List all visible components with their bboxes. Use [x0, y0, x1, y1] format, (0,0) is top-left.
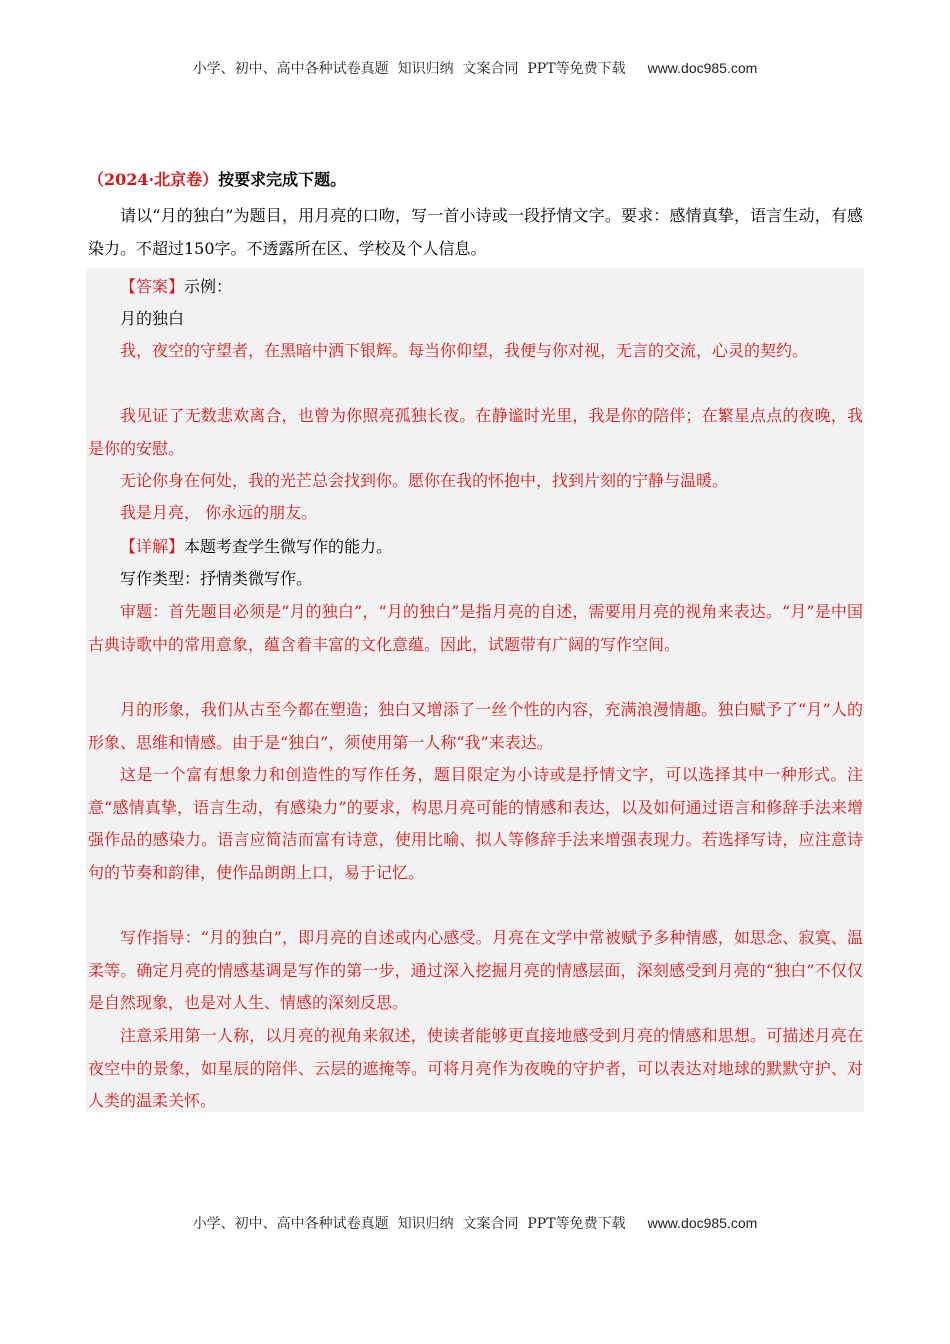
question-instruction: 按要求完成下题。	[218, 170, 347, 189]
footer-text: 小学、初中、高中各种试卷真题 知识归纳 文案合同 PPT等免费下载	[192, 1216, 626, 1232]
explanation-label: 【详解】	[120, 537, 185, 556]
header-text: 小学、初中、高中各种试卷真题 知识归纳 文案合同 PPT等免费下载	[192, 61, 626, 77]
question-prompt: 请以“月的独白”为题目，用月亮的口吻，写一首小诗或一段抒情文字。要求：感情真挚，语言生动，有感染力。不超过150字。不透露所在区、学校及个人信息。	[88, 206, 863, 258]
explanation-paragraph: 这是一个富有想象力和创造性的写作任务，题目限定为小诗或是抒情文字，可以选择其中一种形式。注意“感情真挚，语言生动，有感染力”的要求，构思月亮可能的情感和表达，以及如何通过语言和修辞手法来增强作品的感染力。语言应简洁而富有诗意，使用比喻、拟人等修辞手法来增强表现力。若选择写诗，应注意诗句的节奏和韵律，使作品朗朗上口，易于记忆。	[88, 765, 863, 882]
page-header	[0, 58, 950, 78]
answer-paragraph: 我是月亮， 你永远的朋友。	[120, 503, 318, 522]
explanation-label-line	[88, 531, 863, 564]
explanation-paragraph: 月的形象，我们从古至今都在塑造；独白又增添了一丝个性的内容，充满浪漫情趣。独白赋予了“月”人的形象、思维和情感。由于是“独白”，须使用第一人称“我”来表达。	[88, 700, 863, 752]
writing-type: 写作类型：抒情类微写作。	[120, 569, 313, 588]
essay-title: 月的独白	[120, 309, 185, 328]
answer-label: 【答案】	[120, 277, 185, 296]
footer-url[interactable]: www.doc985.com	[647, 1215, 758, 1231]
page-footer	[0, 1213, 950, 1233]
explanation-paragraph: 写作指导：“月的独白”，即月亮的自述或内心感受。月亮在文学中常被赋予多种情感，如思念、寂寞、温柔等。确定月亮的情感基调是写作的第一步，通过深入挖掘月亮的情感层面，深刻感受到月亮的“独白”不仅仅是自然现象，也是对人生、情感的深刻反思。	[88, 928, 863, 1012]
explanation-paragraph: 审题：首先题目必须是“月的独白”，“月的独白”是指月亮的自述，需要用月亮的视角来表达。“月”是中国古典诗歌中的常用意象，蕴含着丰富的文化意蕴。因此，试题带有广阔的写作空间。	[88, 602, 863, 654]
question-source: （2024·北京卷）	[88, 170, 219, 189]
answer-paragraph: 我见证了无数悲欢离合，也曾为你照亮孤独长夜。在静谧时光里，我是你的陪伴；在繁星点点的夜晚，我是你的安慰。	[88, 406, 863, 458]
explanation-paragraph: 注意采用第一人称，以月亮的视角来叙述，使读者能够更直接地感受到月亮的情感和思想。可描述月亮在夜空中的景象，如星辰的陪伴、云层的遮掩等。可将月亮作为夜晚的守护者，可以表达对地球的默默守护、对人类的温柔关怀。	[88, 1026, 863, 1110]
answer-label-suffix: 示例：	[184, 277, 233, 296]
question-title	[88, 168, 868, 192]
answer-paragraph: 我，夜空的守望者，在黑暗中洒下银辉。每当你仰望，我便与你对视，无言的交流，心灵的契约。	[120, 341, 809, 360]
answer-label-line	[88, 271, 863, 304]
answer-paragraph: 无论你身在何处，我的光芒总会找到你。愿你在我的怀抱中，找到片刻的宁静与温暖。	[120, 471, 729, 490]
header-url[interactable]: www.doc985.com	[647, 60, 758, 76]
explanation-intro: 本题考查学生微写作的能力。	[184, 537, 393, 556]
